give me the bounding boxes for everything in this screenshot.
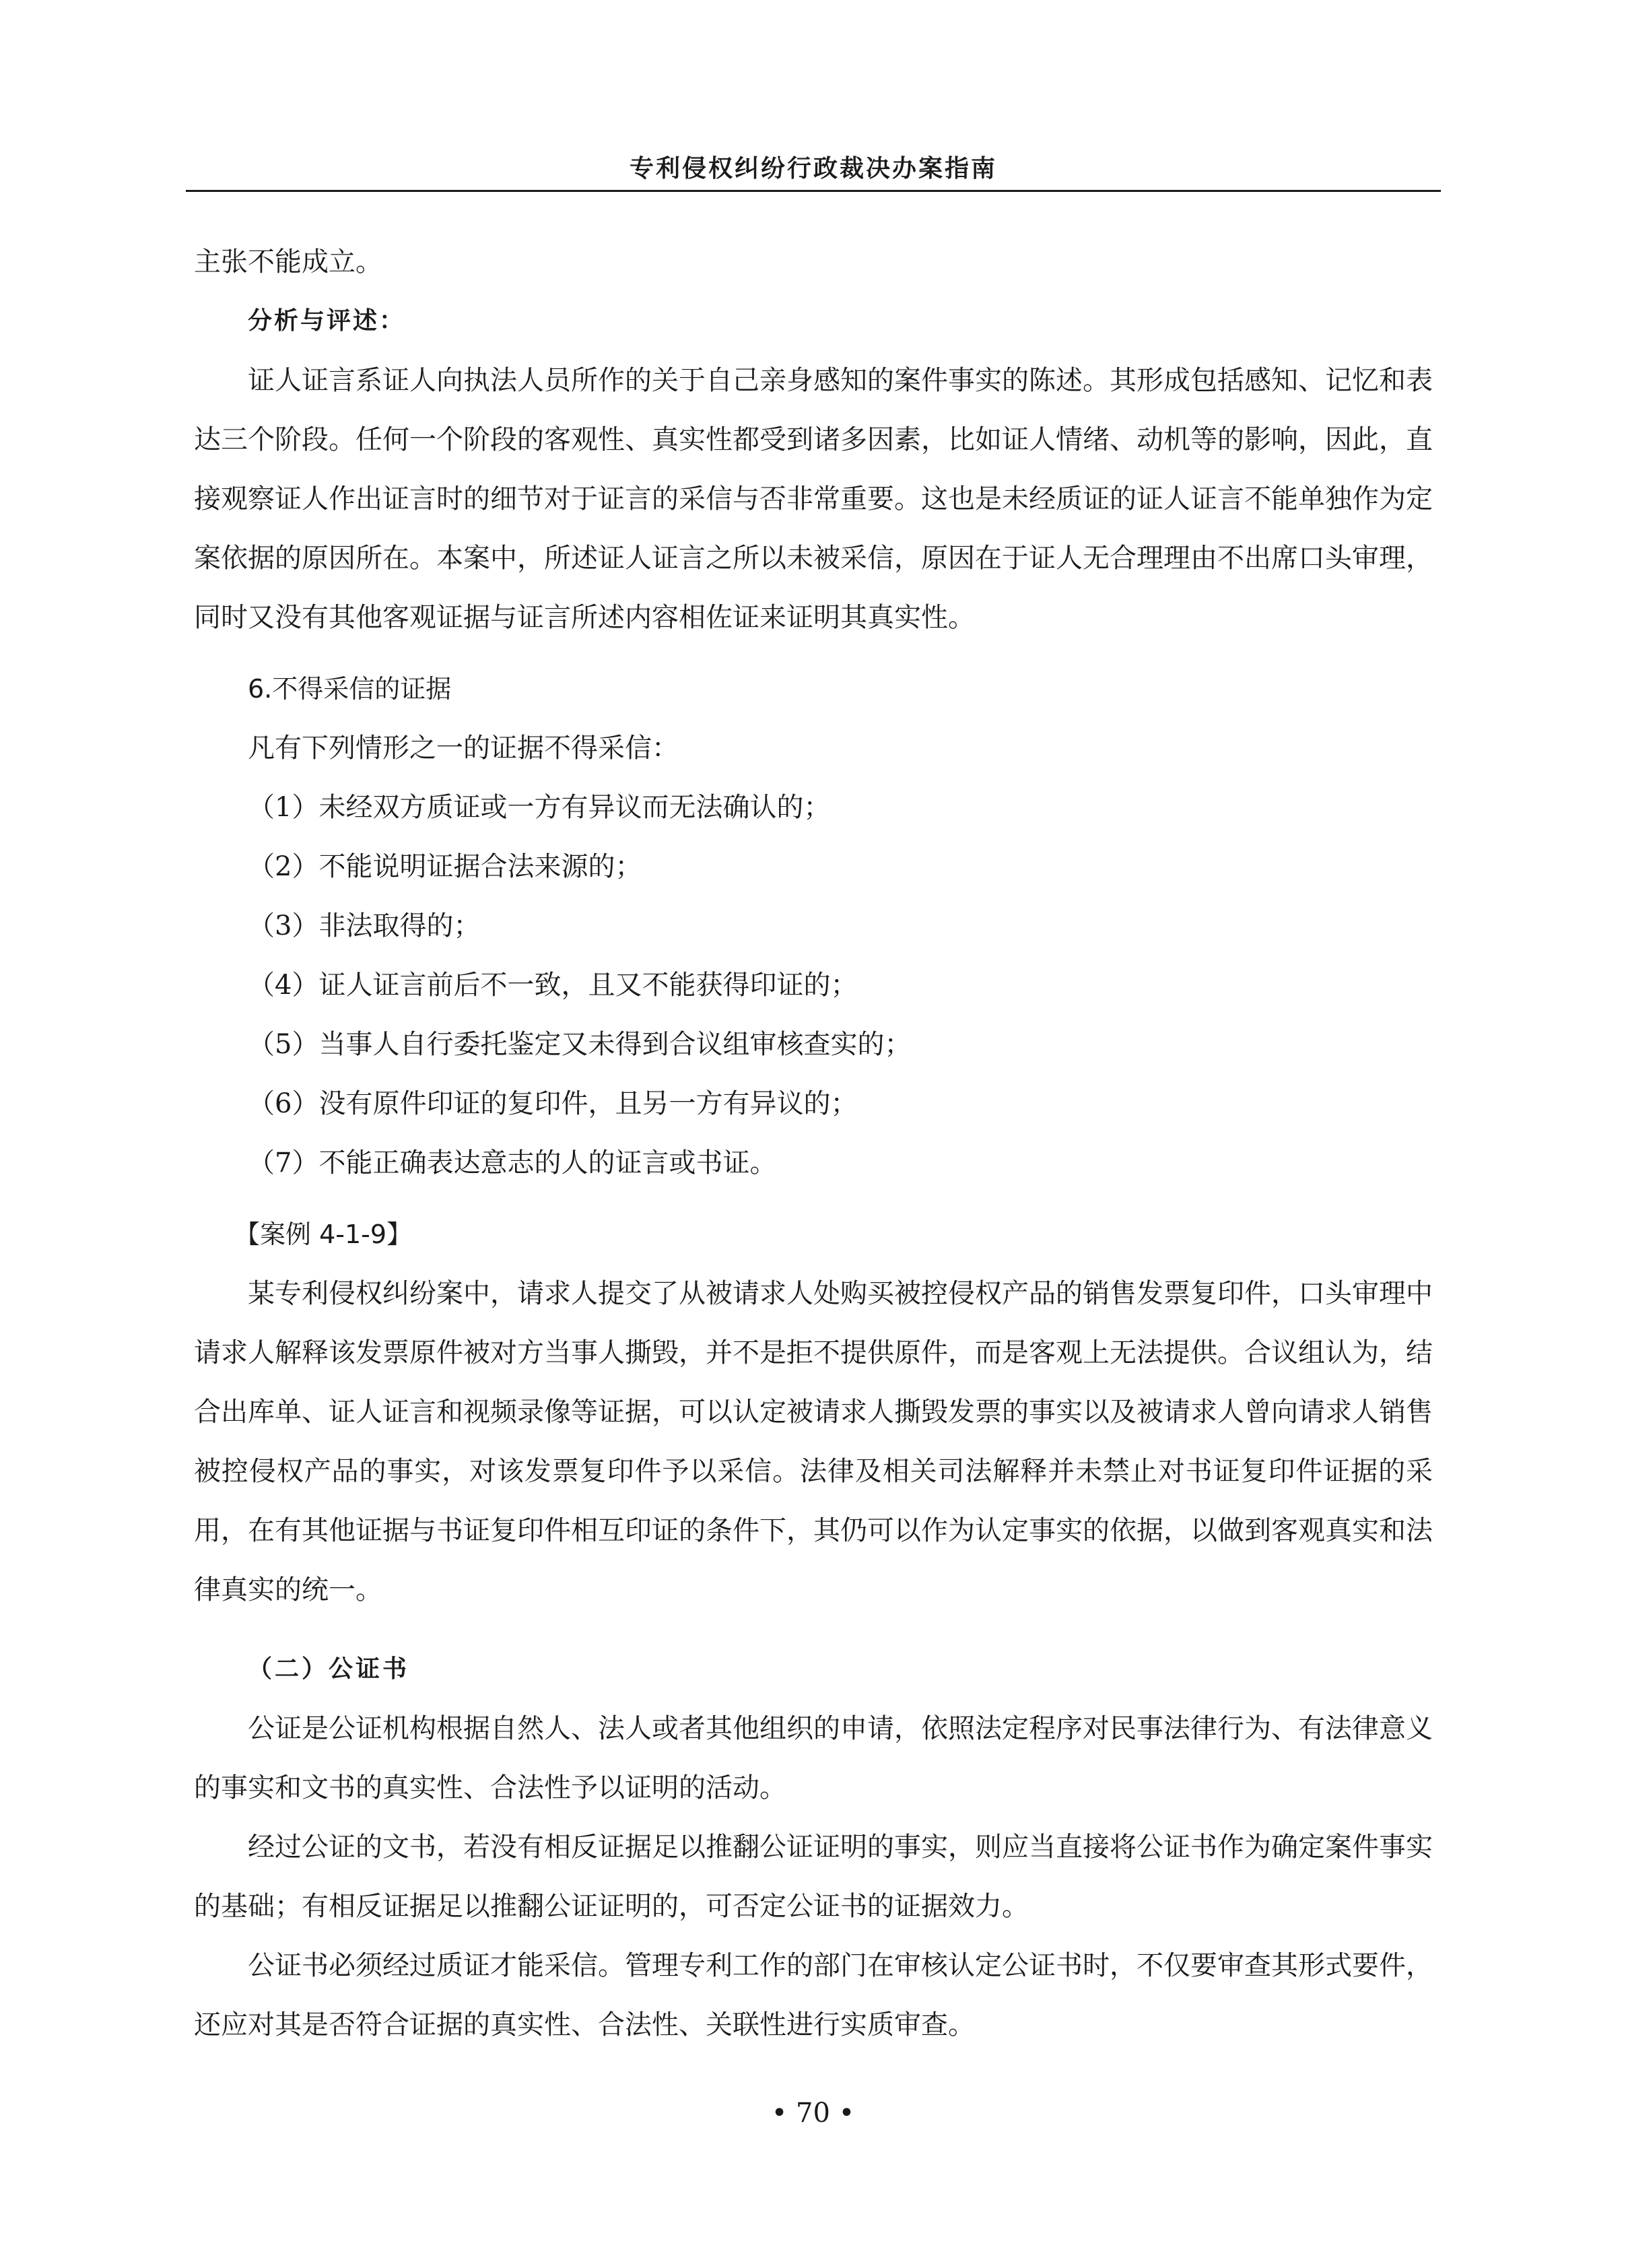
continuation-paragraph: 主张不能成立。 xyxy=(194,246,382,277)
page-number: • 70 • xyxy=(771,2098,855,2129)
list-item: （2）不能说明证据合法来源的； xyxy=(248,851,642,882)
notary-paragraph-1: 公证是公证机构根据自然人、法人或者其他组织的申请，依照法定程序对民事法律行为、有法律意义的事实和文书的真实性、合法性予以证明的活动。 xyxy=(194,1713,1433,1803)
spacer xyxy=(194,1620,1433,1640)
notary-paragraph-2: 经过公证的文书，若没有相反证据足以推翻公证证明的事实，则应当直接将公证书作为确定案件事实的基础；有相反证据足以推翻公证证明的，可否定公证书的证据效力。 xyxy=(194,1832,1433,1922)
list-item: （1）未经双方质证或一方有异议而无法确认的； xyxy=(248,792,831,823)
notary-paragraph-3: 公证书必须经过质证才能采信。管理专利工作的部门在审核认定公证书时，不仅要审查其形式要件，还应对其是否符合证据的真实性、合法性、关联性进行实质审查。 xyxy=(194,1950,1433,2040)
case-paragraph: 某专利侵权纠纷案中，请求人提交了从被请求人处购买被控侵权产品的销售发票复印件，口头审理中请求人解释该发票原件被对方当事人撕毁，并不是拒不提供原件，而是客观上无法提供。合议组认为，结合出库单、证人证言和视频录像等证据，可以认定被请求人撕毁发票的事实以及被请求人曾向请求人销售被控侵权产品的事实，对该发票复印件予以采信。法律及相关司法解释并未禁止对书证复印件证据的采用，在有其他证据与书证复印件相互印证的条件下，其仍可以作为认定事实的依据，以做到客观真实和法律真实的统一。 xyxy=(194,1278,1433,1605)
spacer xyxy=(194,1193,1433,1205)
header-divider xyxy=(186,190,1441,192)
list-item: （7）不能正确表达意志的人的证言或书证。 xyxy=(248,1147,777,1178)
page-content xyxy=(194,232,1433,2055)
case-title: 【案例 4-1-9】 xyxy=(234,1220,413,1249)
list-item: （3）非法取得的； xyxy=(248,910,481,941)
section-6-intro: 凡有下列情形之一的证据不得采信： xyxy=(248,733,679,764)
spacer xyxy=(194,647,1433,659)
list-item: （5）当事人自行委托鉴定又未得到合议组审核查实的； xyxy=(248,1029,912,1060)
analysis-paragraph: 证人证言系证人向执法人员所作的关于自己亲身感知的案件事实的陈述。其形成包括感知、记忆和表达三个阶段。任何一个阶段的客观性、真实性都受到诸多因素，比如证人情绪、动机等的影响，因此，直接观察证人作出证言时的细节对于证言的采信与否非常重要。这也是未经质证的证人证言不能单独作为定案依据的原因所在。本案中，所述证人证言之所以未被采信，原因在于证人无合理理由不出席口头审理，同时又没有其他客观证据与证言所述内容相佐证来证明其真实性。 xyxy=(194,365,1433,633)
list-item: （6）没有原件印证的复印件，且另一方有异议的； xyxy=(248,1088,858,1119)
analysis-label: 分析与评述： xyxy=(248,307,406,335)
running-header: 专利侵权纠纷行政裁决办案指南 xyxy=(629,155,997,182)
section-6-title: 6.不得采信的证据 xyxy=(248,674,452,704)
section-2-title: （二）公证书 xyxy=(248,1655,410,1683)
list-item: （4）证人证言前后不一致，且又不能获得印证的； xyxy=(248,970,858,1001)
